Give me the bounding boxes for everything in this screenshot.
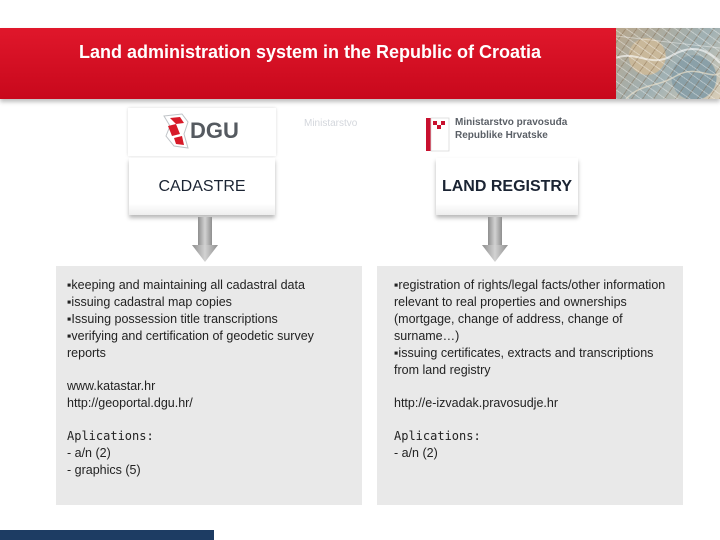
land-registry-info-panel — [377, 266, 683, 505]
cadastre-duty-item: ▪Issuing possession title transcriptions — [67, 312, 278, 326]
cadastre-info-panel — [56, 266, 362, 505]
ministry-emblem-icon — [424, 117, 452, 153]
dgu-logo-text: DGU — [190, 118, 239, 143]
dgu-logo — [128, 108, 276, 156]
cadastre-box — [129, 158, 275, 215]
blurred-caption: Ministarstvo — [304, 118, 358, 129]
cadastre-app-item: - graphics (5) — [67, 463, 141, 477]
cadastre-duty-item: ▪verifying and certification of geodetic survey reports — [67, 329, 314, 360]
down-arrow-icon — [482, 217, 508, 263]
registry-apps-title: Aplications: — [394, 429, 481, 443]
e-izvadak-link[interactable]: http://e-izvadak.pravosudje.hr — [394, 396, 558, 410]
geoportal-link[interactable]: http://geoportal.dgu.hr/ — [67, 396, 193, 410]
cadastre-label: CADASTRE — [158, 178, 246, 195]
ministry-name-line2: Republike Hrvatske — [455, 130, 548, 141]
cadastre-app-item: - a/n (2) — [67, 446, 111, 460]
land-registry-label: LAND REGISTRY — [441, 178, 573, 195]
katastar-link[interactable]: www.katastar.hr — [67, 379, 156, 393]
cadastre-apps-title: Aplications: — [67, 429, 154, 443]
cadastre-duty-item: ▪issuing cadastral map copies — [67, 295, 232, 309]
registry-duty-item: ▪registration of rights/legal facts/other information relevant to real properties and ownerships (mortgage, change of address, change of surname…) — [394, 278, 666, 343]
ministry-of-justice-logo — [424, 113, 576, 155]
footer-bar — [0, 530, 214, 540]
registry-duty-item: ▪issuing certificates, extracts and transcriptions from land registry — [394, 346, 654, 377]
page-title: Land administration system in the Republic of Croatia — [78, 42, 542, 62]
ministry-name-line1: Ministarstvo pravosuđa — [455, 117, 568, 128]
dgu-emblem-icon — [162, 112, 190, 152]
title-banner — [0, 28, 720, 99]
cadastre-duty-item: ▪keeping and maintaining all cadastral data — [67, 278, 305, 292]
down-arrow-icon — [192, 217, 218, 263]
registry-app-item: - a/n (2) — [394, 446, 438, 460]
land-registry-box — [436, 158, 578, 215]
aerial-map-image — [616, 28, 720, 99]
